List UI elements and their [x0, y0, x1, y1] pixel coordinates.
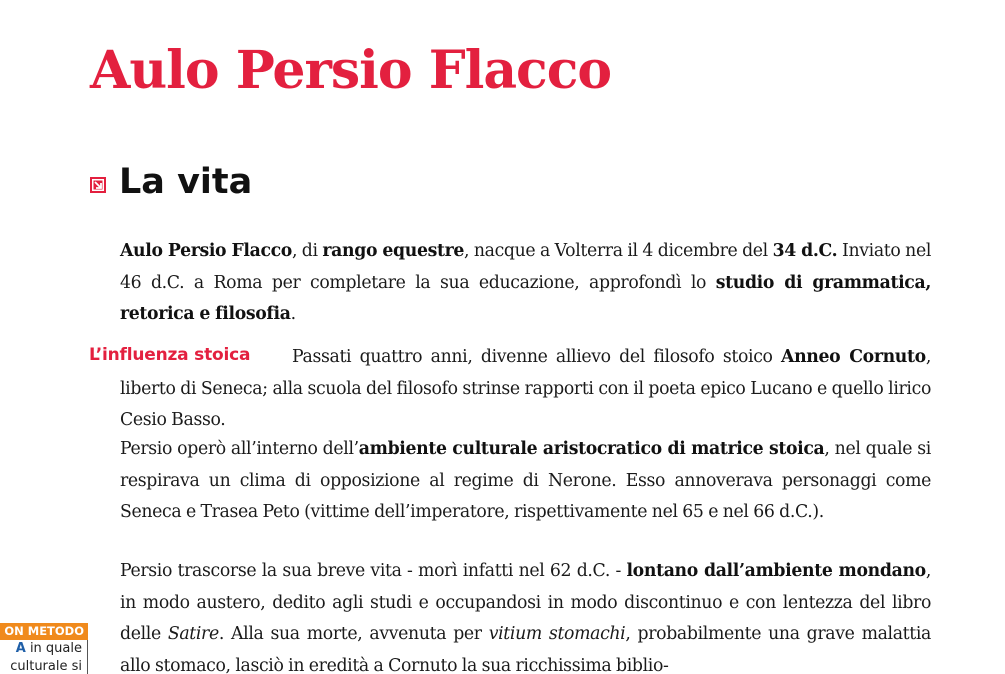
section-heading	[90, 162, 252, 202]
bold-text: rango equestre	[322, 241, 465, 261]
method-text-line: culturale si	[10, 659, 82, 674]
body-text: . Alla sua morte, avvenuta per	[218, 624, 489, 644]
body-text: .	[290, 304, 296, 324]
bold-text: studio di grammatica, retorica e filosofia	[120, 272, 931, 324]
paragraph-life-death	[120, 556, 931, 674]
body-text: , in modo austero, dedito agli studi e occupandosi in modo discontinuo e con lentezza del libro delle	[120, 561, 932, 644]
bold-text: ambiente culturale aristocratico di matrice stoica	[358, 439, 825, 459]
body-text: Passati quattro anni, divenne allievo del filosofo stoico	[292, 347, 782, 367]
body-text: , di	[291, 241, 323, 261]
body-text: , nel quale si respirava un clima di opposizione al regime di Nerone. Esso annoverava personaggi come Seneca e Trasea Peto (vittime dell’imperatore, rispettivamente nel 65 e nel 66 d.C.).	[120, 439, 931, 522]
body-text: , liberto di Seneca; alla scuola del filosofo strinse rapporti con il poeta epico Lucano e quello lirico Cesio Basso.	[120, 347, 931, 430]
section-title: La vita	[119, 162, 253, 202]
paragraph-stoic-influence	[120, 342, 931, 437]
bold-text: 34 d.C.	[772, 241, 838, 261]
italic-text: Satire	[167, 624, 219, 644]
method-label: ON METODO	[0, 623, 88, 640]
method-box-border	[87, 640, 88, 674]
arrow-down-right-icon	[90, 177, 106, 193]
body-text: Persio operò all’interno dell’	[120, 439, 359, 459]
page-title: Aulo Persio Flacco	[90, 40, 612, 101]
side-heading-stoic-influence: L’influenza stoica	[89, 345, 251, 365]
paragraph-cultural-environment	[120, 434, 931, 529]
bold-text: Anneo Cornuto	[781, 347, 926, 367]
method-text: in quale	[25, 641, 82, 656]
bold-text: Aulo Persio Flacco	[120, 241, 292, 261]
body-text: , nacque a Volterra il 4 dicembre del	[464, 241, 773, 261]
method-text-line	[0, 640, 88, 658]
italic-text: vitium stomachi	[488, 624, 626, 644]
body-text: Inviato nel 46 d.C. a Roma per completare la sua educazione, approfondì lo	[120, 241, 931, 293]
paragraph-intro	[120, 236, 931, 331]
bold-text: lontano dall’ambiente mondano	[626, 561, 926, 581]
method-bold-letter: A	[15, 641, 26, 656]
body-text: Persio trascorse la sua breve vita - morì infatti nel 62 d.C. -	[120, 561, 627, 581]
body-text: , probabilmente una grave malattia allo stomaco, lasciò in eredità a Cornuto la sua ricchissima biblio-	[120, 624, 932, 674]
method-sidebar-box	[0, 623, 88, 674]
